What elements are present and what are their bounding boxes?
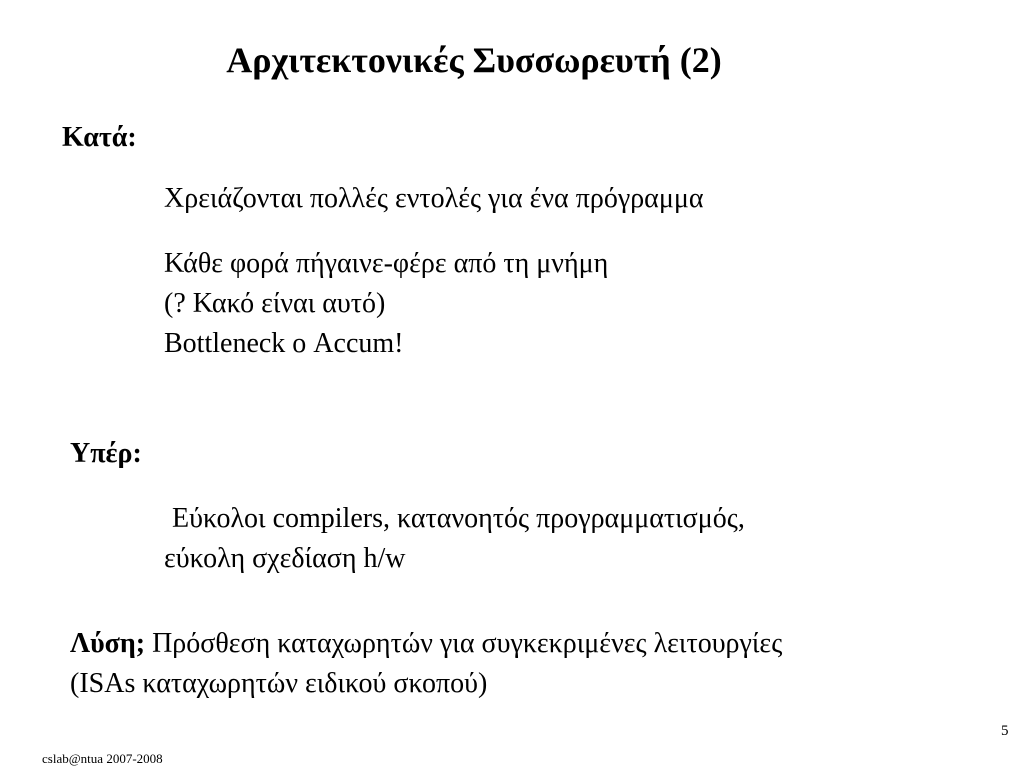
page-number: 5 bbox=[1001, 723, 1009, 739]
pros-heading: Υπέρ: bbox=[70, 438, 142, 469]
solution-label: Λύση; bbox=[70, 628, 146, 659]
cons-item-4: Bottleneck ο Accum! bbox=[164, 328, 404, 359]
solution-line bbox=[70, 630, 782, 658]
solution-text: Πρόσθεση καταχωρητών για συγκεκριμένες λειτουργίες bbox=[152, 628, 783, 659]
cons-item-1: Χρειάζονται πολλές εντολές για ένα πρόγραμμα bbox=[164, 183, 704, 214]
pros-item-2: εύκολη σχεδίαση h/w bbox=[164, 543, 406, 574]
cons-item-2: Κάθε φορά πήγαινε-φέρε από τη μνήμη bbox=[164, 248, 609, 279]
cons-item-3: (? Κακό είναι αυτό) bbox=[164, 288, 386, 319]
slide-title: Αρχιτεκτονικές Συσσωρευτή (2) bbox=[226, 40, 722, 80]
pros-item-1: Εύκολοι compilers, κατανοητός προγραμματισμός, bbox=[172, 503, 745, 534]
solution-line-2: (ISAs καταχωρητών ειδικού σκοπού) bbox=[70, 668, 488, 699]
cons-heading: Κατά: bbox=[62, 122, 137, 153]
footer-credit: cslab@ntua 2007-2008 bbox=[42, 751, 163, 766]
